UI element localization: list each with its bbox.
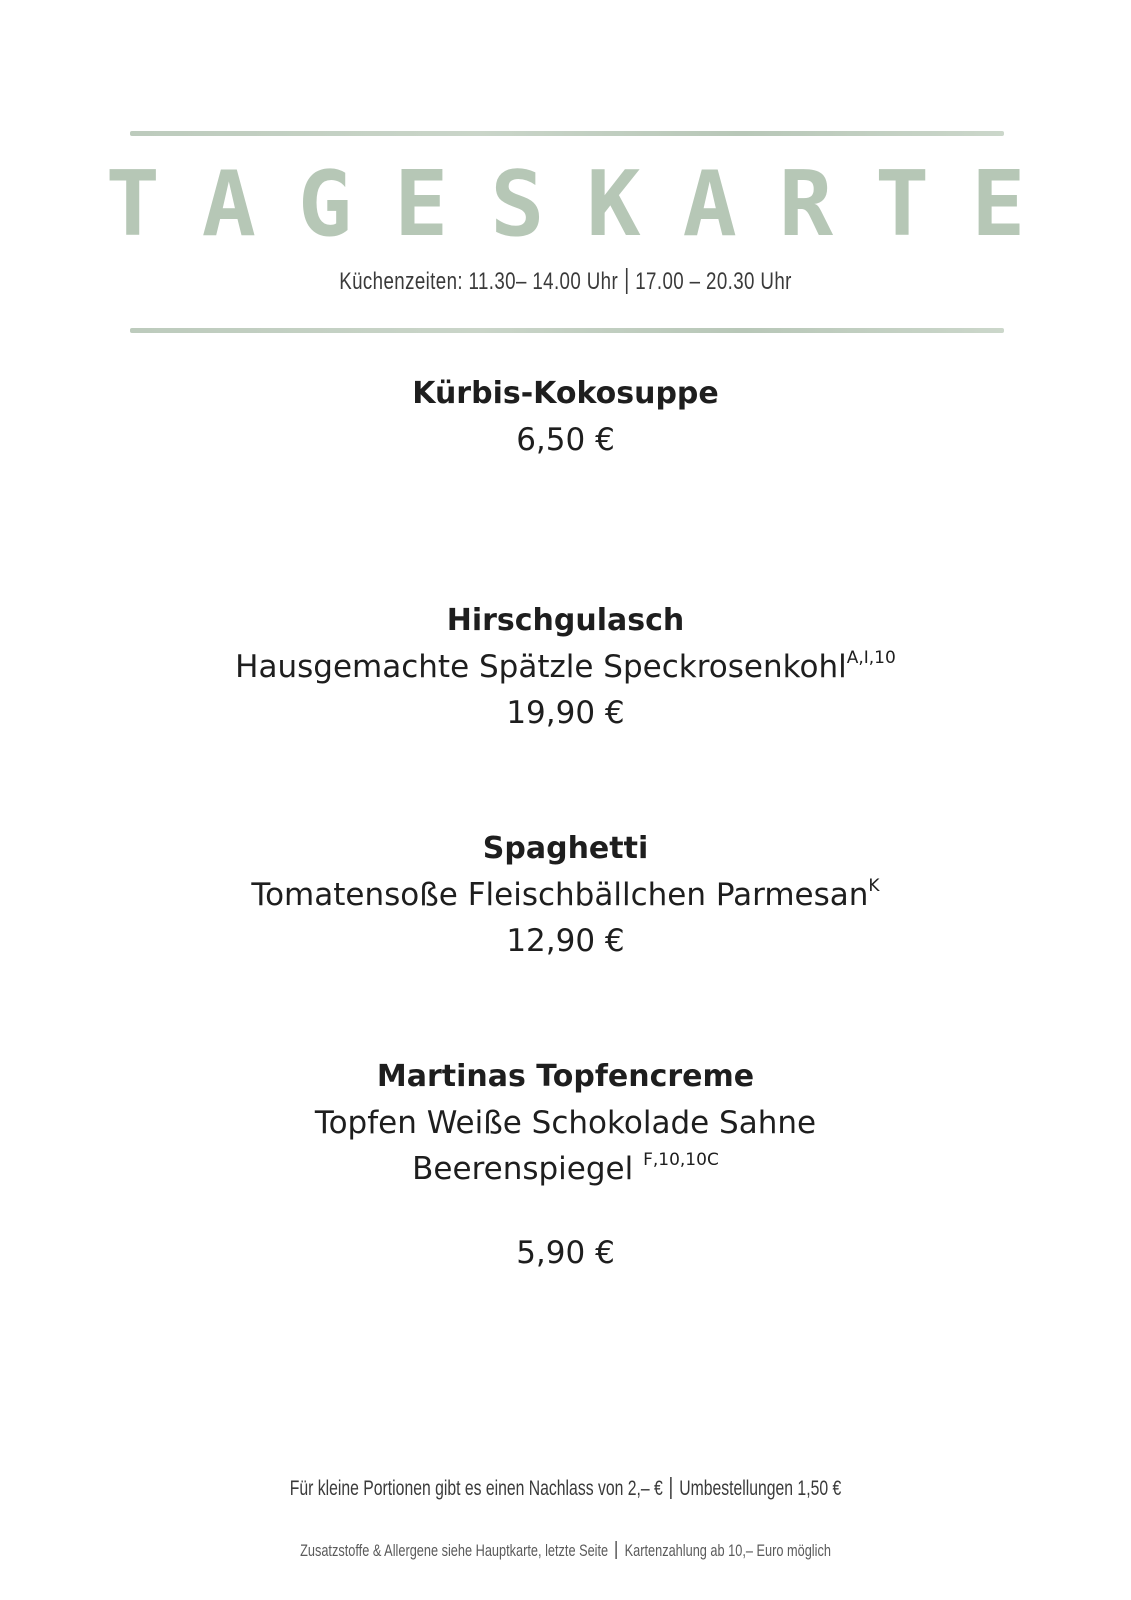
kitchen-hours	[124, 268, 1006, 296]
hours-label: Küchenzeiten:	[339, 268, 463, 295]
dish-dessert	[0, 1054, 1131, 1276]
allergen-codes: K	[868, 876, 880, 896]
dish-description-text: Hausgemachte Spätzle Speckrosenkohl	[235, 649, 847, 685]
dish-description	[0, 872, 1131, 918]
allergen-codes: F,10,10C	[643, 1150, 719, 1170]
dish-name: Kürbis-Kokosuppe	[412, 376, 719, 411]
dish-spaghetti	[0, 826, 1131, 964]
dish-name: Hirschgulasch	[446, 603, 685, 638]
dish-description-line2	[0, 1146, 1131, 1192]
small-portions-note: Für kleine Portionen gibt es einen Nachlass von 2,– €	[289, 1477, 663, 1500]
dish-name: Spaghetti	[482, 831, 649, 866]
hours-evening: 17.00 – 20.30 Uhr	[635, 268, 792, 295]
allergen-codes: A,I,10	[846, 648, 896, 668]
dish-price: 5,90 €	[516, 1235, 615, 1271]
dish-price: 6,50 €	[516, 422, 615, 458]
dish-description	[0, 644, 1131, 690]
dish-description-text: Tomatensoße Fleischbällchen Parmesan	[251, 877, 869, 913]
card-payment-note: Kartenzahlung ab 10,– Euro möglich	[624, 1541, 831, 1560]
footer-separator	[616, 1541, 618, 1559]
dish-price: 19,90 €	[506, 695, 625, 731]
allergens-note: Zusatzstoffe & Allergene siehe Hauptkarte, letzte Seite	[300, 1541, 609, 1560]
dish-name: Martinas Topfencreme	[376, 1059, 755, 1094]
footer-line-1	[141, 1477, 989, 1501]
top-divider	[130, 131, 1004, 136]
dish-description-line1: Topfen Weiße Schokolade Sahne	[314, 1105, 817, 1141]
bottom-divider	[130, 328, 1004, 333]
dish-soup	[0, 371, 1131, 463]
hours-separator	[626, 268, 628, 294]
footer-separator	[670, 1477, 672, 1499]
page-title: TAGESKARTE	[105, 152, 1068, 257]
changes-fee-note: Umbestellungen 1,50 €	[679, 1477, 842, 1500]
dish-goulash	[0, 598, 1131, 736]
footer-line-2	[141, 1541, 989, 1561]
hours-midday: 11.30– 14.00 Uhr	[468, 268, 619, 295]
dish-price: 12,90 €	[506, 923, 625, 959]
dish-description-text: Beerenspiegel	[412, 1151, 644, 1187]
